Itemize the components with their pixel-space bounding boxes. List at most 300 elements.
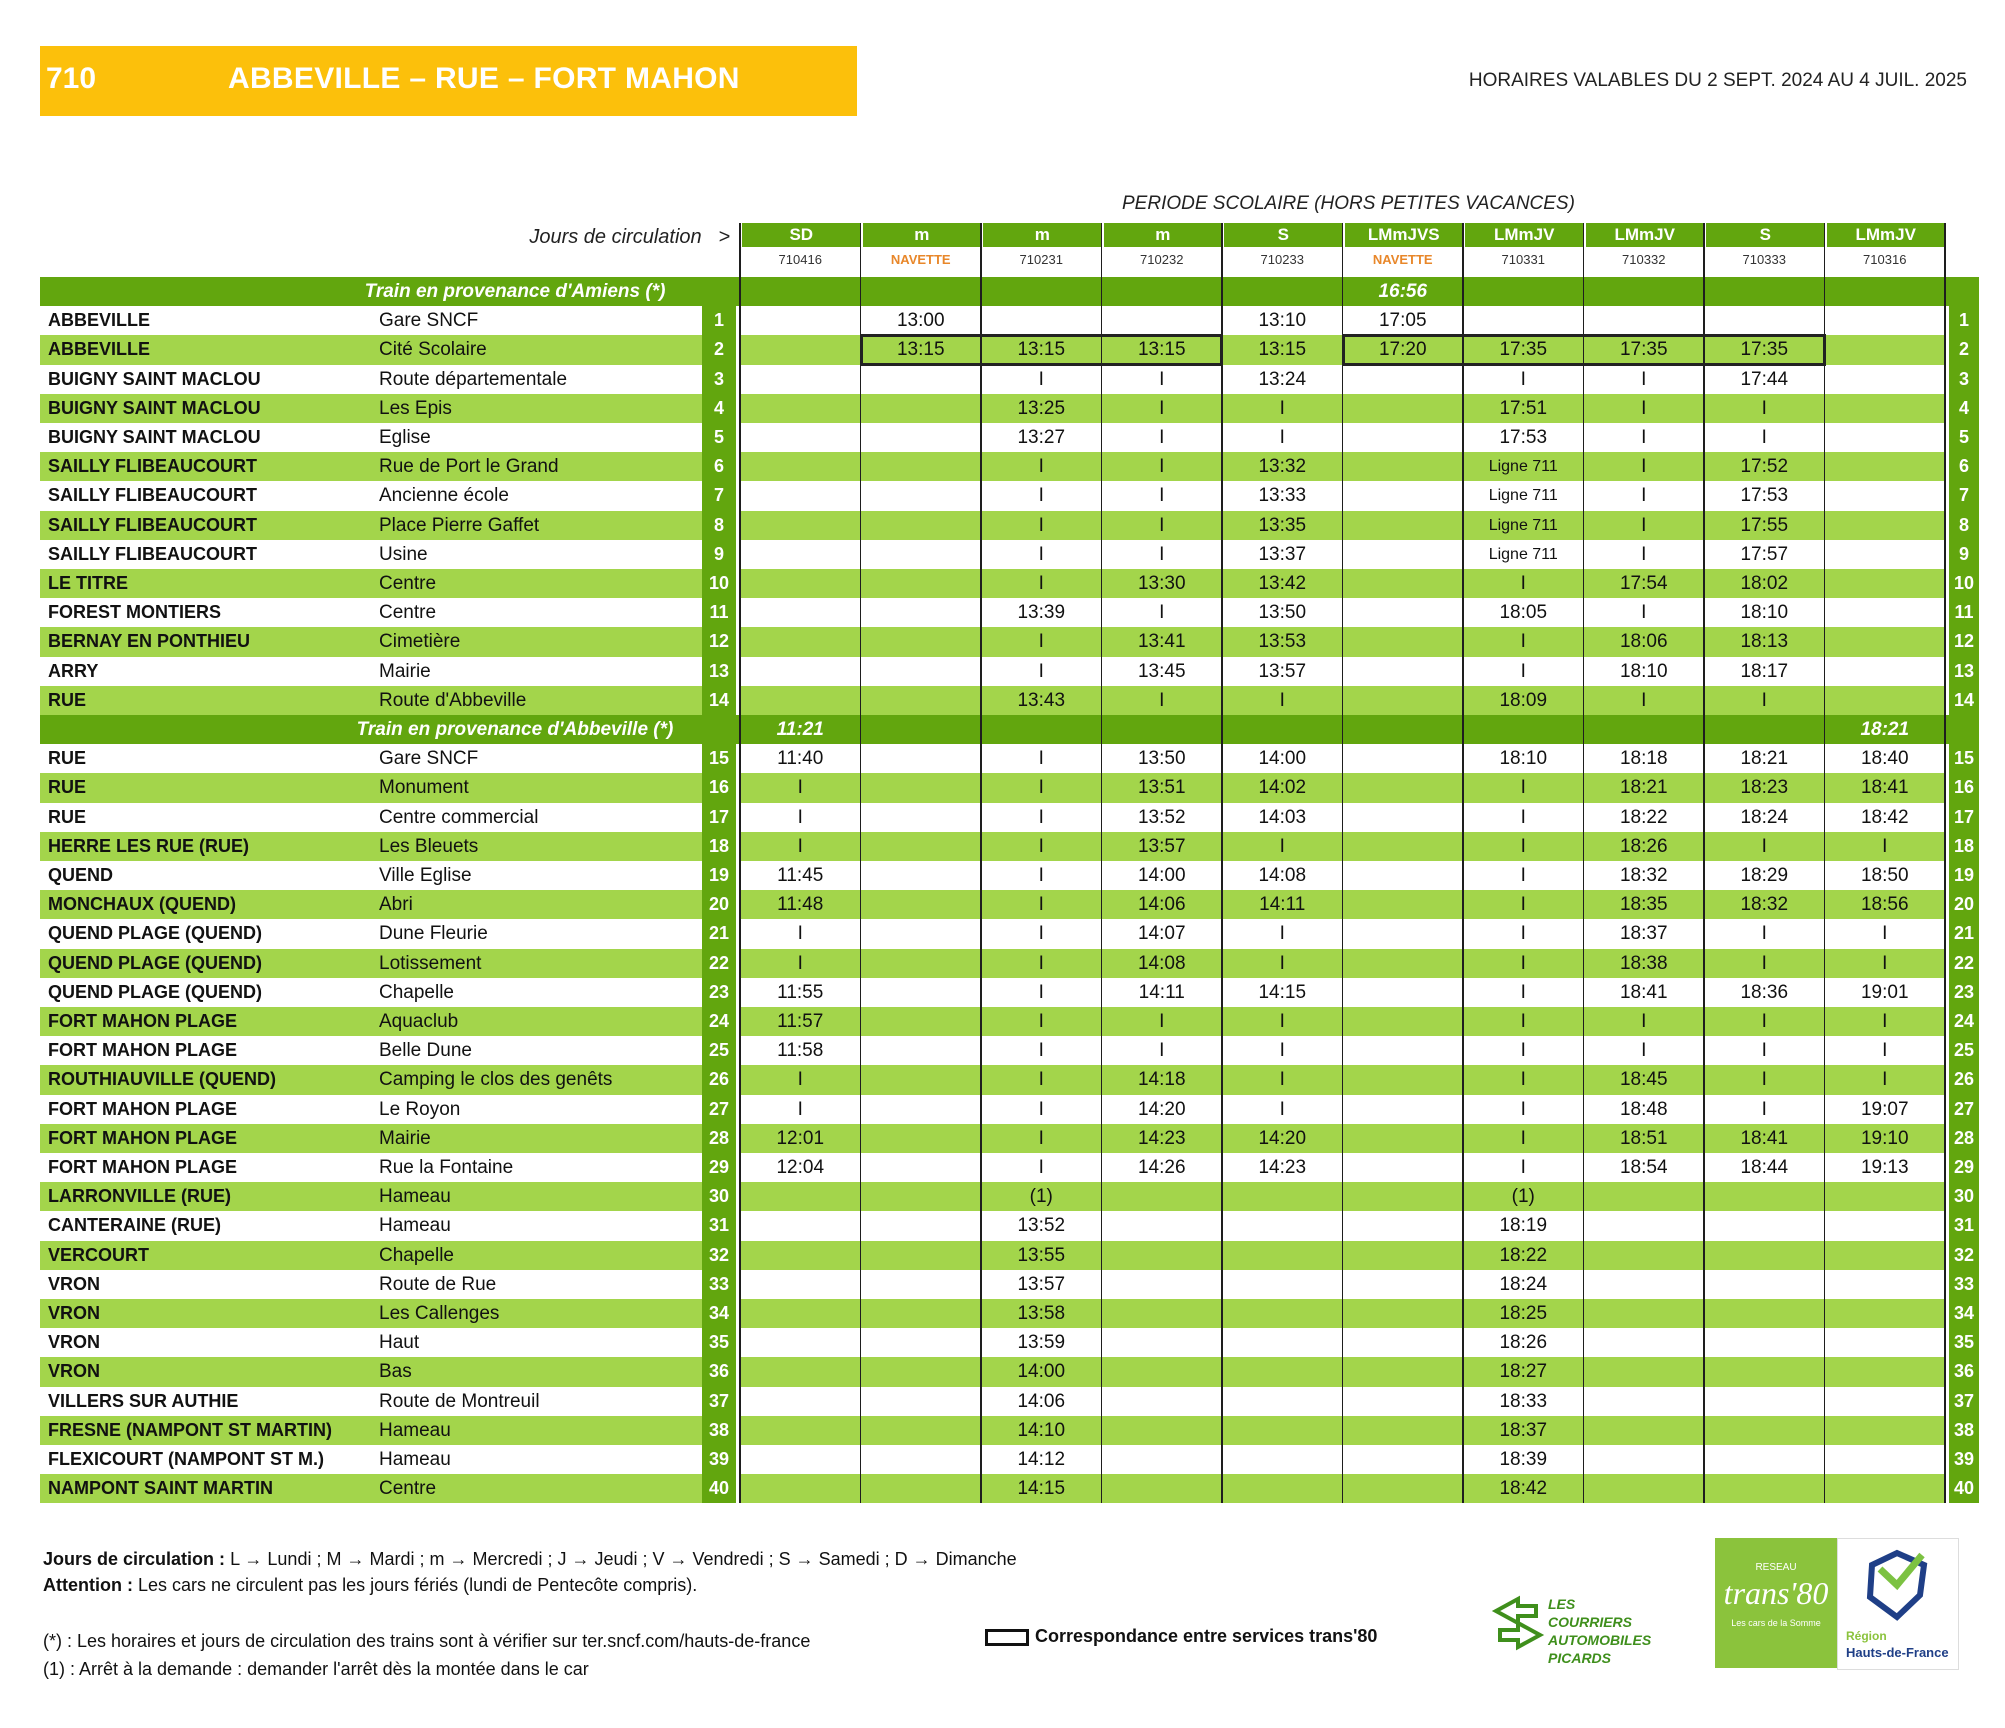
column-divider [980,223,982,1503]
stop-time: I [1520,835,1526,857]
stop-number-left: 35 [702,1328,736,1357]
stop-time: I [1761,397,1767,419]
stop-name: Rue la Fontaine [379,1157,514,1178]
stop-number-left: 24 [702,1007,736,1036]
stop-time: I [1761,952,1767,974]
stop-time: 13:32 [1258,456,1307,478]
stop-time: 14:23 [1137,1127,1186,1149]
stop-town: ABBEVILLE [48,339,151,360]
stop-time: 18:21 [1740,748,1789,770]
stop-number-left: 25 [702,1036,736,1065]
stop-number-left: 23 [702,978,736,1007]
train-time: 16:56 [1378,281,1428,302]
stop-time: 18:37 [1619,923,1668,945]
stop-number-right: 32 [1949,1241,1979,1270]
stop-number-right: 2 [1949,335,1979,364]
stop-time: (1) [1029,1186,1053,1208]
stop-time: I [1279,835,1285,857]
stop-name: Centre [379,1478,437,1500]
stop-time: 13:57 [1137,835,1186,857]
stop-time: I [1038,1157,1044,1178]
stop-time: I [1520,777,1526,799]
stop-time: 12:04 [776,1157,825,1178]
stop-town: MONCHAUX (QUEND) [48,894,236,915]
stop-time: Ligne 711 [1488,545,1558,563]
stop-time: I [1882,952,1888,974]
stop-time: 11:45 [777,865,824,886]
stop-time: 11:40 [777,748,824,770]
column-course-code: 710332 [1622,252,1666,267]
stop-number-left: 29 [702,1153,736,1182]
trans80-network-label: RESEAU [1755,1562,1797,1573]
stop-time: 18:10 [1740,602,1789,624]
stop-number-right: 6 [1949,452,1979,481]
stop-number-right: 18 [1949,832,1979,861]
stop-time: 17:53 [1740,485,1789,507]
stop-number-left: 37 [702,1387,736,1416]
stop-name: Centre [379,602,437,624]
stop-time: 18:22 [1619,806,1668,828]
stop-time: 13:51 [1137,777,1186,799]
stop-time: I [1038,865,1044,886]
stop-town: FORT MAHON PLAGE [48,1040,237,1061]
stop-time: I [1159,689,1165,711]
stop-number-left: 12 [702,627,736,656]
stop-time: 11:57 [777,1011,824,1032]
courriers-automobiles-picards-logo [1488,1589,1658,1666]
stop-time: 13:55 [1017,1244,1066,1266]
stop-time: 17:44 [1740,368,1789,390]
stop-town: VRON [48,1332,101,1353]
train-row-label: Train en provenance d'Amiens (*) [364,281,666,302]
stop-name: Chapelle [379,981,454,1003]
stop-town: CANTERAINE (RUE) [48,1215,221,1236]
stop-time: Ligne 711 [1488,516,1558,534]
stop-time: 18:22 [1499,1244,1548,1266]
stop-time: 13:15 [1137,339,1186,361]
stop-number-left: 16 [702,773,736,802]
correspondance-box-evening [1342,334,1826,365]
region-hauts-de-france-logo [1837,1538,1959,1670]
stop-time: 18:06 [1619,631,1668,653]
stop-time: 18:50 [1860,865,1909,886]
stop-time: I [1279,1040,1285,1062]
stop-name: Mairie [379,660,431,682]
stop-time: 11:48 [777,894,824,916]
stop-time: I [1641,543,1647,565]
stop-town: FORT MAHON PLAGE [48,1157,237,1177]
stop-time: 11:55 [777,981,824,1003]
stop-time: 14:15 [1017,1478,1066,1500]
stop-time: 14:11 [1138,981,1185,1003]
stop-time: 14:23 [1258,1157,1307,1178]
stop-time: 18:27 [1499,1361,1548,1383]
stop-name: Route de Montreuil [379,1390,540,1412]
stop-time: I [1520,1098,1526,1120]
stop-time: 13:52 [1017,1215,1066,1237]
stop-time: 17:20 [1378,339,1427,361]
cap-line-2: AUTOMOBILES [1548,1632,1652,1648]
stop-time: I [1038,777,1044,799]
stop-town: RUE [48,689,87,710]
stop-time: I [1761,835,1767,857]
stop-town: BERNAY EN PONTHIEU [48,631,251,652]
stop-time: I [1038,1011,1044,1032]
stop-time: Ligne 711 [1488,487,1558,505]
stop-number-right: 36 [1949,1357,1979,1386]
stop-time: 14:12 [1017,1449,1066,1470]
stop-time: I [797,806,803,828]
stop-time: I [1159,543,1165,565]
stop-number-left: 21 [702,919,736,948]
stop-time: I [1159,368,1165,390]
stop-number-right: 40 [1949,1474,1979,1503]
stop-town: ABBEVILLE [48,310,151,331]
stop-time: I [1520,952,1526,974]
stop-time: 13:50 [1258,602,1307,624]
train-row-label: Train en provenance d'Abbeville (*) [356,719,674,740]
stop-number-right: 14 [1949,686,1979,715]
stop-time: 17:55 [1740,514,1789,536]
stop-time: 13:59 [1017,1332,1066,1354]
stop-number-right: 35 [1949,1328,1979,1357]
stop-town: LE TITRE [48,573,128,593]
stop-time: 13:33 [1258,485,1307,507]
stop-time: 13:30 [1137,573,1186,594]
stop-number-right: 30 [1949,1182,1979,1211]
trans80-name: trans'80 [1723,1575,1829,1611]
stop-time: 18:41 [1740,1127,1789,1149]
column-course-code: 710233 [1260,252,1304,267]
stop-time: 14:08 [1137,952,1186,974]
region-name: Hauts-de-France [1846,1645,1949,1660]
stop-time: I [1279,1011,1285,1032]
stop-time: I [1279,397,1285,419]
column-divider [1342,223,1344,1503]
stop-time: I [1038,543,1044,565]
stop-name: Place Pierre Gaffet [379,514,540,536]
stop-time: 18:24 [1740,806,1789,828]
stop-number-left: 13 [702,657,736,686]
stop-time: 17:57 [1740,543,1789,565]
stop-time: 14:08 [1258,865,1307,886]
stop-town: NAMPONT SAINT MARTIN [48,1478,273,1499]
stop-time: 18:10 [1499,748,1548,770]
stop-time: 17:52 [1740,456,1789,478]
stop-time: I [1038,1069,1044,1091]
stop-time: I [1038,485,1044,507]
column-course-code: 710232 [1140,252,1184,267]
stop-time: I [1279,923,1285,945]
stop-time: 18:23 [1740,777,1789,799]
stop-time: I [1520,894,1526,916]
stop-town: FORT MAHON PLAGE [48,1011,237,1031]
stop-time: 17:53 [1499,427,1548,448]
stop-name: Cité Scolaire [379,339,487,361]
correspondance-legend [985,1626,1377,1647]
stop-number-left: 33 [702,1270,736,1299]
stop-time: 13:41 [1137,631,1186,653]
correspondance-text: Correspondance entre services trans'80 [1035,1626,1378,1646]
stop-time: 13:42 [1258,573,1307,594]
stop-time: 11:58 [777,1040,824,1062]
stop-number-left: 32 [702,1241,736,1270]
stop-time: I [1159,427,1165,448]
stop-time: 13:15 [896,339,945,361]
stop-number-right: 39 [1949,1445,1979,1474]
trans80-subtitle: Les cars de la Somme [1731,1618,1821,1628]
stop-time: 17:35 [1740,339,1789,361]
stop-time: 14:06 [1137,894,1186,916]
stop-time: 13:39 [1017,602,1066,624]
stop-number-right: 24 [1949,1007,1979,1036]
stop-time: 18:48 [1619,1098,1668,1120]
stop-time: I [1159,485,1165,507]
stop-time: I [1641,397,1647,419]
column-divider [1824,223,1826,1503]
stop-name: Route départementale [379,368,568,390]
stop-number-right: 19 [1949,861,1979,890]
stop-number-right: 9 [1949,540,1979,569]
stop-time: 13:35 [1258,514,1307,536]
column-divider [1703,223,1705,1503]
stop-number-left: 4 [702,394,736,423]
stop-number-left: 34 [702,1299,736,1328]
stop-time: 18:26 [1619,835,1668,857]
stop-number-right: 3 [1949,365,1979,394]
stop-name: Les Callenges [379,1303,500,1324]
stop-time: 19:10 [1860,1127,1909,1149]
stop-time: 18:41 [1860,777,1909,799]
stop-name: Hameau [379,1419,451,1441]
stop-town: LARRONVILLE (RUE) [48,1186,231,1207]
stop-number-left: 27 [702,1095,736,1124]
stop-time: 17:54 [1619,573,1668,594]
stop-time: Ligne 711 [1488,458,1558,476]
stop-time: 13:53 [1258,631,1307,653]
stop-time: 14:00 [1258,748,1307,770]
stop-time: I [1641,485,1647,507]
stop-name: Ancienne école [379,485,509,507]
stop-time: 14:15 [1258,981,1307,1003]
stop-town: RUE [48,748,87,769]
stop-time: I [1038,660,1044,682]
correspondance-box-icon [985,1629,1029,1646]
stop-number-right: 29 [1949,1153,1979,1182]
stop-time: 17:51 [1499,397,1548,419]
stop-town: ARRY [48,660,99,681]
stop-name: Aquaclub [379,1011,459,1032]
stop-time: 18:42 [1860,806,1909,828]
stop-time: 13:57 [1017,1273,1066,1295]
stop-number-right: 8 [1949,511,1979,540]
stop-number-left: 5 [702,423,736,452]
column-days-header: m [861,223,982,247]
stop-time: I [1761,1098,1767,1120]
stop-time: 14:18 [1137,1069,1186,1091]
stop-time: 18:40 [1860,748,1909,770]
stop-time: 18:37 [1499,1419,1548,1441]
legend [43,1546,1017,1598]
stop-time: I [1520,981,1526,1003]
stop-number-left: 36 [702,1357,736,1386]
stop-time: 18:33 [1499,1390,1548,1412]
column-course-code: 710231 [1019,252,1063,267]
stop-time: I [1520,1157,1526,1178]
stop-time: 19:13 [1860,1157,1909,1178]
stop-time: I [1882,835,1888,857]
stop-time: I [1641,514,1647,536]
stop-number-left: 3 [702,365,736,394]
stop-time: I [1882,1069,1888,1091]
column-divider [1101,223,1103,1503]
stop-time: 14:26 [1137,1157,1186,1178]
stop-time: I [797,835,803,857]
stop-name: Usine [379,543,428,565]
stop-time: 13:15 [1017,339,1066,361]
stop-time: 18:21 [1619,777,1668,799]
stop-town: RUE [48,806,87,827]
column-navette-label: NAVETTE [890,252,951,267]
stop-town: SAILLY FLIBEAUCOURT [48,514,258,535]
stop-time: I [1520,1127,1526,1149]
stop-number-right: 31 [1949,1211,1979,1240]
stop-time: 18:24 [1499,1273,1548,1295]
stop-name: Chapelle [379,1244,454,1266]
stop-number-right: 16 [1949,773,1979,802]
cap-arrows-icon [1488,1593,1548,1653]
stop-time: I [1520,806,1526,828]
stop-time: 17:35 [1619,339,1668,361]
stop-number-right: 13 [1949,657,1979,686]
stop-time: 18:13 [1740,631,1789,653]
stop-town: FOREST MONTIERS [48,602,222,623]
stop-time: 18:42 [1499,1478,1548,1500]
stop-time: I [1038,456,1044,478]
stop-time: 14:00 [1137,865,1186,886]
stop-time: 18:05 [1499,602,1548,624]
stop-town: QUEND PLAGE (QUEND) [48,981,263,1002]
stop-town: VRON [48,1273,101,1294]
stop-time: 18:39 [1499,1449,1548,1470]
stop-time: I [1520,1069,1526,1091]
stop-number-right: 34 [1949,1299,1979,1328]
trans80-logo [1715,1538,1837,1668]
stop-town: BUIGNY SAINT MACLOU [48,368,261,389]
stop-town: VRON [48,1361,101,1382]
stop-number-left: 6 [702,452,736,481]
stop-town: FRESNE (NAMPONT ST MARTIN) [48,1419,332,1440]
stop-time: I [1038,1127,1044,1149]
stop-time: 18:38 [1619,952,1668,974]
stop-number-left: 31 [702,1211,736,1240]
stop-name: Rue de Port le Grand [379,456,559,478]
cap-line-3: PICARDS [1548,1650,1612,1666]
stop-number-left: 28 [702,1124,736,1153]
stop-time: 18:02 [1740,573,1789,594]
stop-time: I [1641,1011,1647,1032]
stop-number-right: 10 [1949,569,1979,598]
stop-time: 18:44 [1740,1157,1789,1178]
stop-time: I [1520,1011,1526,1032]
stop-town: SAILLY FLIBEAUCOURT [48,456,258,477]
stop-time: I [1279,952,1285,974]
column-course-code: 710416 [778,252,822,267]
stop-town: ROUTHIAUVILLE (QUEND) [48,1069,276,1090]
stop-time: 13:00 [896,310,945,332]
stop-time: I [1279,1098,1285,1120]
stop-number-right: 27 [1949,1095,1979,1124]
stop-number-left: 30 [702,1182,736,1211]
legend-attention-title: Attention : [43,1575,133,1595]
stop-time: I [1641,368,1647,390]
stop-town: RUE [48,777,87,798]
stop-time: 18:45 [1619,1069,1668,1091]
stop-name: Bas [379,1361,412,1383]
column-course-code: 710333 [1742,252,1786,267]
stop-time: I [797,952,803,974]
stop-town: VERCOURT [48,1244,150,1265]
stop-time: I [1038,894,1044,916]
stop-time: 18:18 [1619,748,1668,770]
stop-name: Monument [379,777,469,799]
stop-time: I [1520,660,1526,682]
legend-days-title: Jours de circulation : [43,1549,226,1569]
stop-number-left: 18 [702,832,736,861]
stop-time: I [1761,923,1767,945]
stop-town: VILLERS SUR AUTHIE [48,1390,239,1411]
stop-town: BUIGNY SAINT MACLOU [48,427,261,447]
stop-time: 19:07 [1860,1098,1909,1120]
stop-number-left: 11 [702,598,736,627]
stop-number-left: 2 [702,335,736,364]
stop-time: 18:35 [1619,894,1668,916]
stop-town: SAILLY FLIBEAUCOURT [48,485,258,506]
stop-number-right: 5 [1949,423,1979,452]
stop-time: I [797,777,803,799]
stop-time: I [1761,1040,1767,1062]
footnote-train: (*) : Les horaires et jours de circulation des trains sont à vérifier sur ter.sncf.com/hauts-de-france [43,1631,811,1651]
stop-number-right: 38 [1949,1416,1979,1445]
stop-number-left: 20 [702,890,736,919]
stop-name: Mairie [379,1127,431,1149]
column-divider [1583,223,1585,1503]
period-label: PERIODE SCOLAIRE (HORS PETITES VACANCES) [1122,193,1575,214]
stop-time: 14:10 [1017,1419,1066,1441]
stop-time: I [1520,573,1526,594]
stop-time: I [1038,1098,1044,1120]
stop-time: I [1159,602,1165,624]
stop-time: I [1038,748,1044,770]
stop-name: Les Bleuets [379,835,479,857]
stop-time: I [797,1069,803,1091]
stop-time: 18:25 [1499,1303,1548,1324]
stop-time: 18:32 [1619,865,1668,886]
stop-name: Route d'Abbeville [379,689,527,711]
stop-number-right: 12 [1949,627,1979,656]
stop-number-right: 25 [1949,1036,1979,1065]
stop-name: Abri [379,894,413,916]
stop-number-right: 26 [1949,1065,1979,1094]
footnote-on-demand: (1) : Arrêt à la demande : demander l'arrêt dès la montée dans le car [43,1659,589,1679]
column-days-header: m [1102,223,1223,247]
stop-time: 18:32 [1740,894,1789,916]
stop-number-left: 7 [702,481,736,510]
column-divider [860,223,862,1503]
cap-line-1: LES COURRIERS [1548,1596,1633,1630]
column-navette-label: NAVETTE [1372,252,1433,267]
stop-time: I [1038,631,1044,653]
